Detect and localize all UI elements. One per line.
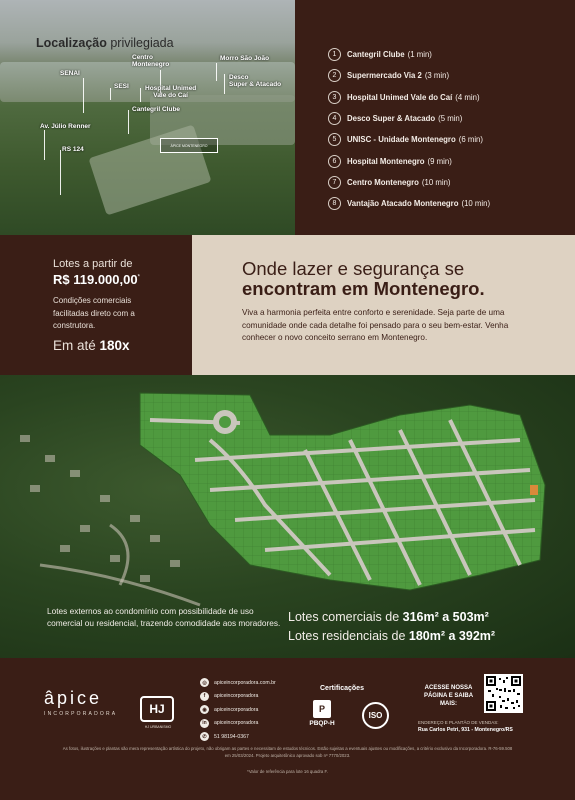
number-badge: 3 (328, 91, 341, 104)
distance-item (328, 150, 568, 171)
distance-list (328, 44, 568, 214)
contact-item[interactable] (200, 703, 276, 717)
pin-sesi: SESI (114, 83, 129, 90)
hj-logo: HJ (140, 696, 174, 722)
distance-name: Hospital Montenegro (347, 156, 425, 166)
number-badge: 2 (328, 69, 341, 82)
contact-text: 51 98194-0367 (214, 733, 249, 740)
price: R$ 119.000,00* (53, 272, 140, 287)
address: Rua Carlos Petri, 931 - Montenegro/RS (418, 727, 513, 733)
lot-sizes (288, 608, 495, 646)
distance-name: Vantajão Atacado Montenegro (347, 199, 459, 209)
conditions-text: Condições comerciais facilitadas direto com a construtora. (53, 296, 135, 330)
offer-panel (0, 235, 192, 375)
distance-name: Cantegril Clube (347, 50, 405, 60)
project-marker: ÁPICE MONTENEGRO (160, 138, 218, 153)
headline-line1: Onde lazer e segurança se (242, 258, 465, 279)
pin-rs124: RS 124 (62, 146, 84, 153)
distance-item (328, 87, 568, 108)
site-plan-section (0, 375, 575, 658)
distance-item (328, 172, 568, 193)
contact-text: apiceincorporadora.com.br (214, 679, 276, 686)
residential-lots: Lotes residenciais de 180m² a 392m² (288, 629, 496, 643)
commercial-lots: Lotes comerciais de 316m² a 503m² (288, 610, 489, 624)
offer-section (0, 235, 575, 375)
distance-time: (9 min) (427, 156, 452, 166)
distance-item (328, 193, 568, 214)
address-label: ENDEREÇO E PLANTÃO DE VENDAS: (418, 720, 499, 725)
headline-line2: encontram em Montenegro. (242, 278, 485, 299)
apice-logo: âpice INCORPORADORA (44, 688, 118, 717)
lotes-label: Lotes a partir de (53, 258, 133, 270)
headline-paragraph: Viva a harmonia perfeita entre conforto e serenidade. Seja parte de uma comunidade onde cada detalhe foi pensado para o seu bem-estar. Venha conhecer o novo conceito serrano em Montenegro. (242, 308, 509, 343)
distance-time: (10 min) (461, 199, 491, 209)
hj-logo-sub: HJ URBANISMO (144, 725, 172, 729)
number-badge: 8 (328, 197, 341, 210)
distance-item (328, 65, 568, 86)
external-lots-text: Lotes externos ao condomínio com possibilidade de uso comercial ou residencial, trazendo comodidade aos moradores. (47, 606, 281, 629)
instagram-icon: ◉ (200, 705, 209, 714)
linkedin-icon: in (200, 719, 209, 728)
location-section (0, 0, 575, 235)
distance-time: (6 min) (458, 135, 483, 145)
distance-name: Desco Super & Atacado (347, 114, 436, 124)
number-badge: 4 (328, 112, 341, 125)
contact-item[interactable] (200, 717, 276, 731)
distance-name: Supermercado Via 2 (347, 71, 422, 81)
disclaimer: As fotos, ilustrações e plantas são mera representação artística do projeto, não obrigam as partes e necessitam de estudos técnicos. Estão sujeitas a eventuais ajustes ou modificações, a critério exclusivo da Incorporadora. R-76-59.508 em 25/03/2024. Projeto arquitetônico aprovado sob nº 7770/2023. (62, 746, 513, 758)
contact-item[interactable] (200, 690, 276, 704)
distance-time: (10 min) (421, 177, 451, 187)
facebook-icon: f (200, 692, 209, 701)
distance-item (328, 108, 568, 129)
distance-time: (3 min) (424, 71, 450, 81)
page-title: Localização privilegiada (36, 36, 174, 50)
pbqp-certification: P PBQP-H (302, 700, 342, 727)
contact-text: apiceincorporadora (214, 706, 259, 713)
distance-time: (1 min) (407, 50, 432, 60)
pin-julio: Av. Júlio Renner (40, 123, 91, 130)
pin-hospital: Hospital Unimed Vale do Caí (145, 85, 197, 99)
headline-panel (192, 235, 575, 375)
pin-senai: SENAI (60, 70, 80, 77)
number-badge: 5 (328, 133, 341, 146)
acesse-text: ACESSE NOSSA PÁGINA E SAIBA MAIS: (423, 685, 474, 707)
number-badge: 6 (328, 155, 341, 168)
distance-name: Hospital Unimed Vale do Caí (347, 92, 453, 102)
pbqp-icon: P (313, 700, 331, 718)
contact-item[interactable] (200, 730, 276, 744)
globe-icon: ◎ (200, 678, 209, 687)
pin-morro: Morro São João (220, 55, 270, 62)
distance-item (328, 129, 568, 150)
qr-code[interactable] (484, 674, 523, 713)
number-badge: 1 (328, 48, 341, 61)
distance-name: Centro Montenegro (347, 177, 419, 187)
pin-cantegril: Cantegril Clube (132, 106, 181, 113)
footer (0, 658, 575, 800)
installments: Em até 180x (53, 338, 130, 353)
whatsapp-icon: ✆ (200, 732, 209, 741)
contact-list (200, 676, 276, 744)
contact-item[interactable] (200, 676, 276, 690)
aerial-photo (0, 0, 295, 235)
pin-desco: Desco Super & Atacado (229, 74, 282, 88)
distance-name: UNISC - Unidade Montenegro (347, 135, 456, 145)
number-badge: 7 (328, 176, 341, 189)
distance-item (328, 44, 568, 65)
pin-centro: Centro Montenegro (132, 54, 170, 68)
footnote: *Valor de referência para lote 16 quadra F. (247, 769, 328, 774)
distance-time: (5 min) (438, 114, 463, 124)
certifications-title: Certificações (320, 685, 364, 692)
distance-time: (4 min) (455, 92, 480, 102)
contact-text: apiceincorporadora (214, 720, 259, 727)
contact-text: apiceincorporadora (214, 693, 259, 700)
iso-certification: ISO (362, 702, 389, 729)
